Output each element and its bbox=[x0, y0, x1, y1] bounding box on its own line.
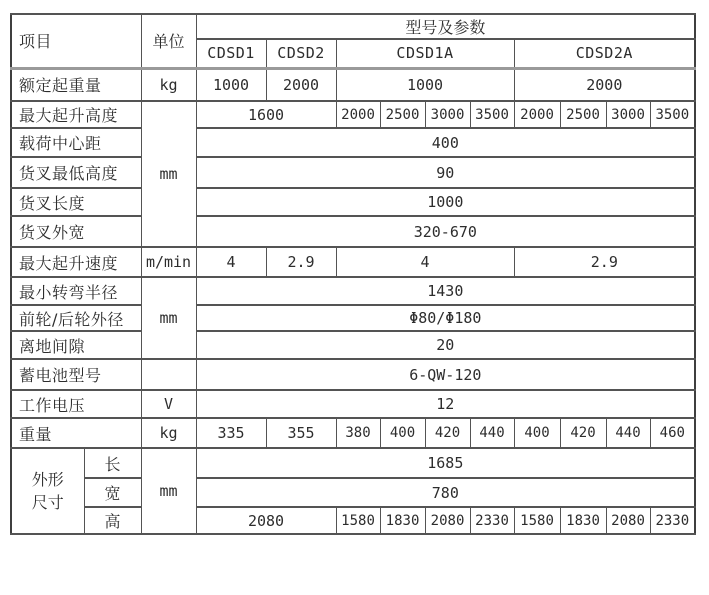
label-max-lift-height: 最大起升高度 bbox=[11, 101, 141, 128]
weight-1a-2: 400 bbox=[380, 418, 425, 448]
lift-speed-cdsd1a: 4 bbox=[336, 247, 514, 277]
dim-length-value: 1685 bbox=[196, 448, 695, 478]
lift-height-2a-1: 2000 bbox=[514, 101, 560, 128]
unit-max-lift-speed: m/min bbox=[141, 247, 196, 277]
ground-clearance-value: 20 bbox=[196, 331, 695, 359]
row-max-lift-height bbox=[11, 101, 695, 128]
label-ground-clearance: 离地间隙 bbox=[11, 331, 141, 359]
fork-min-height-value: 90 bbox=[196, 157, 695, 188]
row-dim-length bbox=[11, 448, 695, 478]
battery-model-value: 6-QW-120 bbox=[196, 359, 695, 390]
label-dimensions bbox=[11, 448, 84, 534]
lift-speed-cdsd1: 4 bbox=[196, 247, 266, 277]
row-min-turning-radius bbox=[11, 277, 695, 305]
weight-1a-3: 420 bbox=[425, 418, 470, 448]
lift-height-1a-3: 3000 bbox=[425, 101, 470, 128]
model-cdsd1a: CDSD1A bbox=[336, 39, 514, 68]
dim-height-1a-4: 2330 bbox=[470, 507, 514, 534]
dim-height-2a-4: 2330 bbox=[650, 507, 695, 534]
unit-mm-upper: mm bbox=[141, 101, 196, 247]
unit-mm-middle: mm bbox=[141, 277, 196, 359]
dim-height-2a-3: 2080 bbox=[606, 507, 650, 534]
row-battery-model bbox=[11, 359, 695, 390]
unit-weight: kg bbox=[141, 418, 196, 448]
lift-height-1a-2: 2500 bbox=[380, 101, 425, 128]
weight-2a-1: 400 bbox=[514, 418, 560, 448]
wheel-diameter-value: Φ80/Φ180 bbox=[196, 305, 695, 331]
lift-height-2a-3: 3000 bbox=[606, 101, 650, 128]
row-fork-length bbox=[11, 188, 695, 216]
header-group-title: 型号及参数 bbox=[196, 14, 695, 39]
rated-capacity-cdsd2: 2000 bbox=[266, 68, 336, 101]
rated-capacity-cdsd1: 1000 bbox=[196, 68, 266, 101]
lift-speed-cdsd2a: 2.9 bbox=[514, 247, 695, 277]
dim-width-value: 780 bbox=[196, 478, 695, 507]
label-fork-min-height: 货叉最低高度 bbox=[11, 157, 141, 188]
label-min-turning-radius: 最小转弯半径 bbox=[11, 277, 141, 305]
row-dim-width bbox=[11, 478, 695, 507]
lift-height-1a-1: 2000 bbox=[336, 101, 380, 128]
row-max-lift-speed bbox=[11, 247, 695, 277]
weight-2a-3: 440 bbox=[606, 418, 650, 448]
label-load-center: 载荷中心距 bbox=[11, 128, 141, 157]
unit-mm-dimensions: mm bbox=[141, 448, 196, 534]
model-cdsd2a: CDSD2A bbox=[514, 39, 695, 68]
unit-battery-model bbox=[141, 359, 196, 390]
label-fork-length: 货叉长度 bbox=[11, 188, 141, 216]
label-wheel-diameter: 前轮/后轮外径 bbox=[11, 305, 141, 331]
row-weight bbox=[11, 418, 695, 448]
weight-2a-4: 460 bbox=[650, 418, 695, 448]
weight-1a-4: 440 bbox=[470, 418, 514, 448]
label-rated-capacity: 额定起重量 bbox=[11, 68, 141, 101]
working-voltage-value: 12 bbox=[196, 390, 695, 418]
dim-height-1a-2: 1830 bbox=[380, 507, 425, 534]
label-fork-outer-width: 货叉外宽 bbox=[11, 216, 141, 247]
model-cdsd1: CDSD1 bbox=[196, 39, 266, 68]
spec-table bbox=[10, 13, 696, 535]
label-dimensions-line1: 外形 bbox=[31, 469, 64, 489]
min-turning-radius-value: 1430 bbox=[196, 277, 695, 305]
row-load-center bbox=[11, 128, 695, 157]
label-working-voltage: 工作电压 bbox=[11, 390, 141, 418]
row-ground-clearance bbox=[11, 331, 695, 359]
unit-working-voltage: V bbox=[141, 390, 196, 418]
rated-capacity-cdsd2a: 2000 bbox=[514, 68, 695, 101]
dim-height-2a-2: 1830 bbox=[560, 507, 606, 534]
lift-height-cdsd1-2: 1600 bbox=[196, 101, 336, 128]
label-battery-model: 蓄电池型号 bbox=[11, 359, 141, 390]
header-unit: 单位 bbox=[141, 14, 196, 68]
label-weight: 重量 bbox=[11, 418, 141, 448]
rated-capacity-cdsd1a: 1000 bbox=[336, 68, 514, 101]
lift-speed-cdsd2: 2.9 bbox=[266, 247, 336, 277]
dim-height-1a-1: 1580 bbox=[336, 507, 380, 534]
unit-rated-capacity: kg bbox=[141, 68, 196, 101]
label-dim-height: 高 bbox=[84, 507, 141, 534]
row-fork-min-height bbox=[11, 157, 695, 188]
weight-1a-1: 380 bbox=[336, 418, 380, 448]
label-dimensions-line2: 尺寸 bbox=[31, 493, 64, 512]
header-row-group bbox=[11, 14, 695, 39]
row-rated-capacity bbox=[11, 68, 695, 101]
load-center-value: 400 bbox=[196, 128, 695, 157]
row-dim-height bbox=[11, 507, 695, 534]
lift-height-2a-2: 2500 bbox=[560, 101, 606, 128]
label-dim-length: 长 bbox=[84, 448, 141, 478]
weight-cdsd1: 335 bbox=[196, 418, 266, 448]
row-working-voltage bbox=[11, 390, 695, 418]
header-item: 项目 bbox=[11, 14, 141, 68]
weight-2a-2: 420 bbox=[560, 418, 606, 448]
dim-height-cdsd1-2: 2080 bbox=[196, 507, 336, 534]
label-dim-width: 宽 bbox=[84, 478, 141, 507]
lift-height-2a-4: 3500 bbox=[650, 101, 695, 128]
lift-height-1a-4: 3500 bbox=[470, 101, 514, 128]
model-cdsd2: CDSD2 bbox=[266, 39, 336, 68]
fork-length-value: 1000 bbox=[196, 188, 695, 216]
weight-cdsd2: 355 bbox=[266, 418, 336, 448]
fork-outer-width-value: 320-670 bbox=[196, 216, 695, 247]
dim-height-2a-1: 1580 bbox=[514, 507, 560, 534]
label-max-lift-speed: 最大起升速度 bbox=[11, 247, 141, 277]
dim-height-1a-3: 2080 bbox=[425, 507, 470, 534]
row-wheel-diameter bbox=[11, 305, 695, 331]
row-fork-outer-width bbox=[11, 216, 695, 247]
